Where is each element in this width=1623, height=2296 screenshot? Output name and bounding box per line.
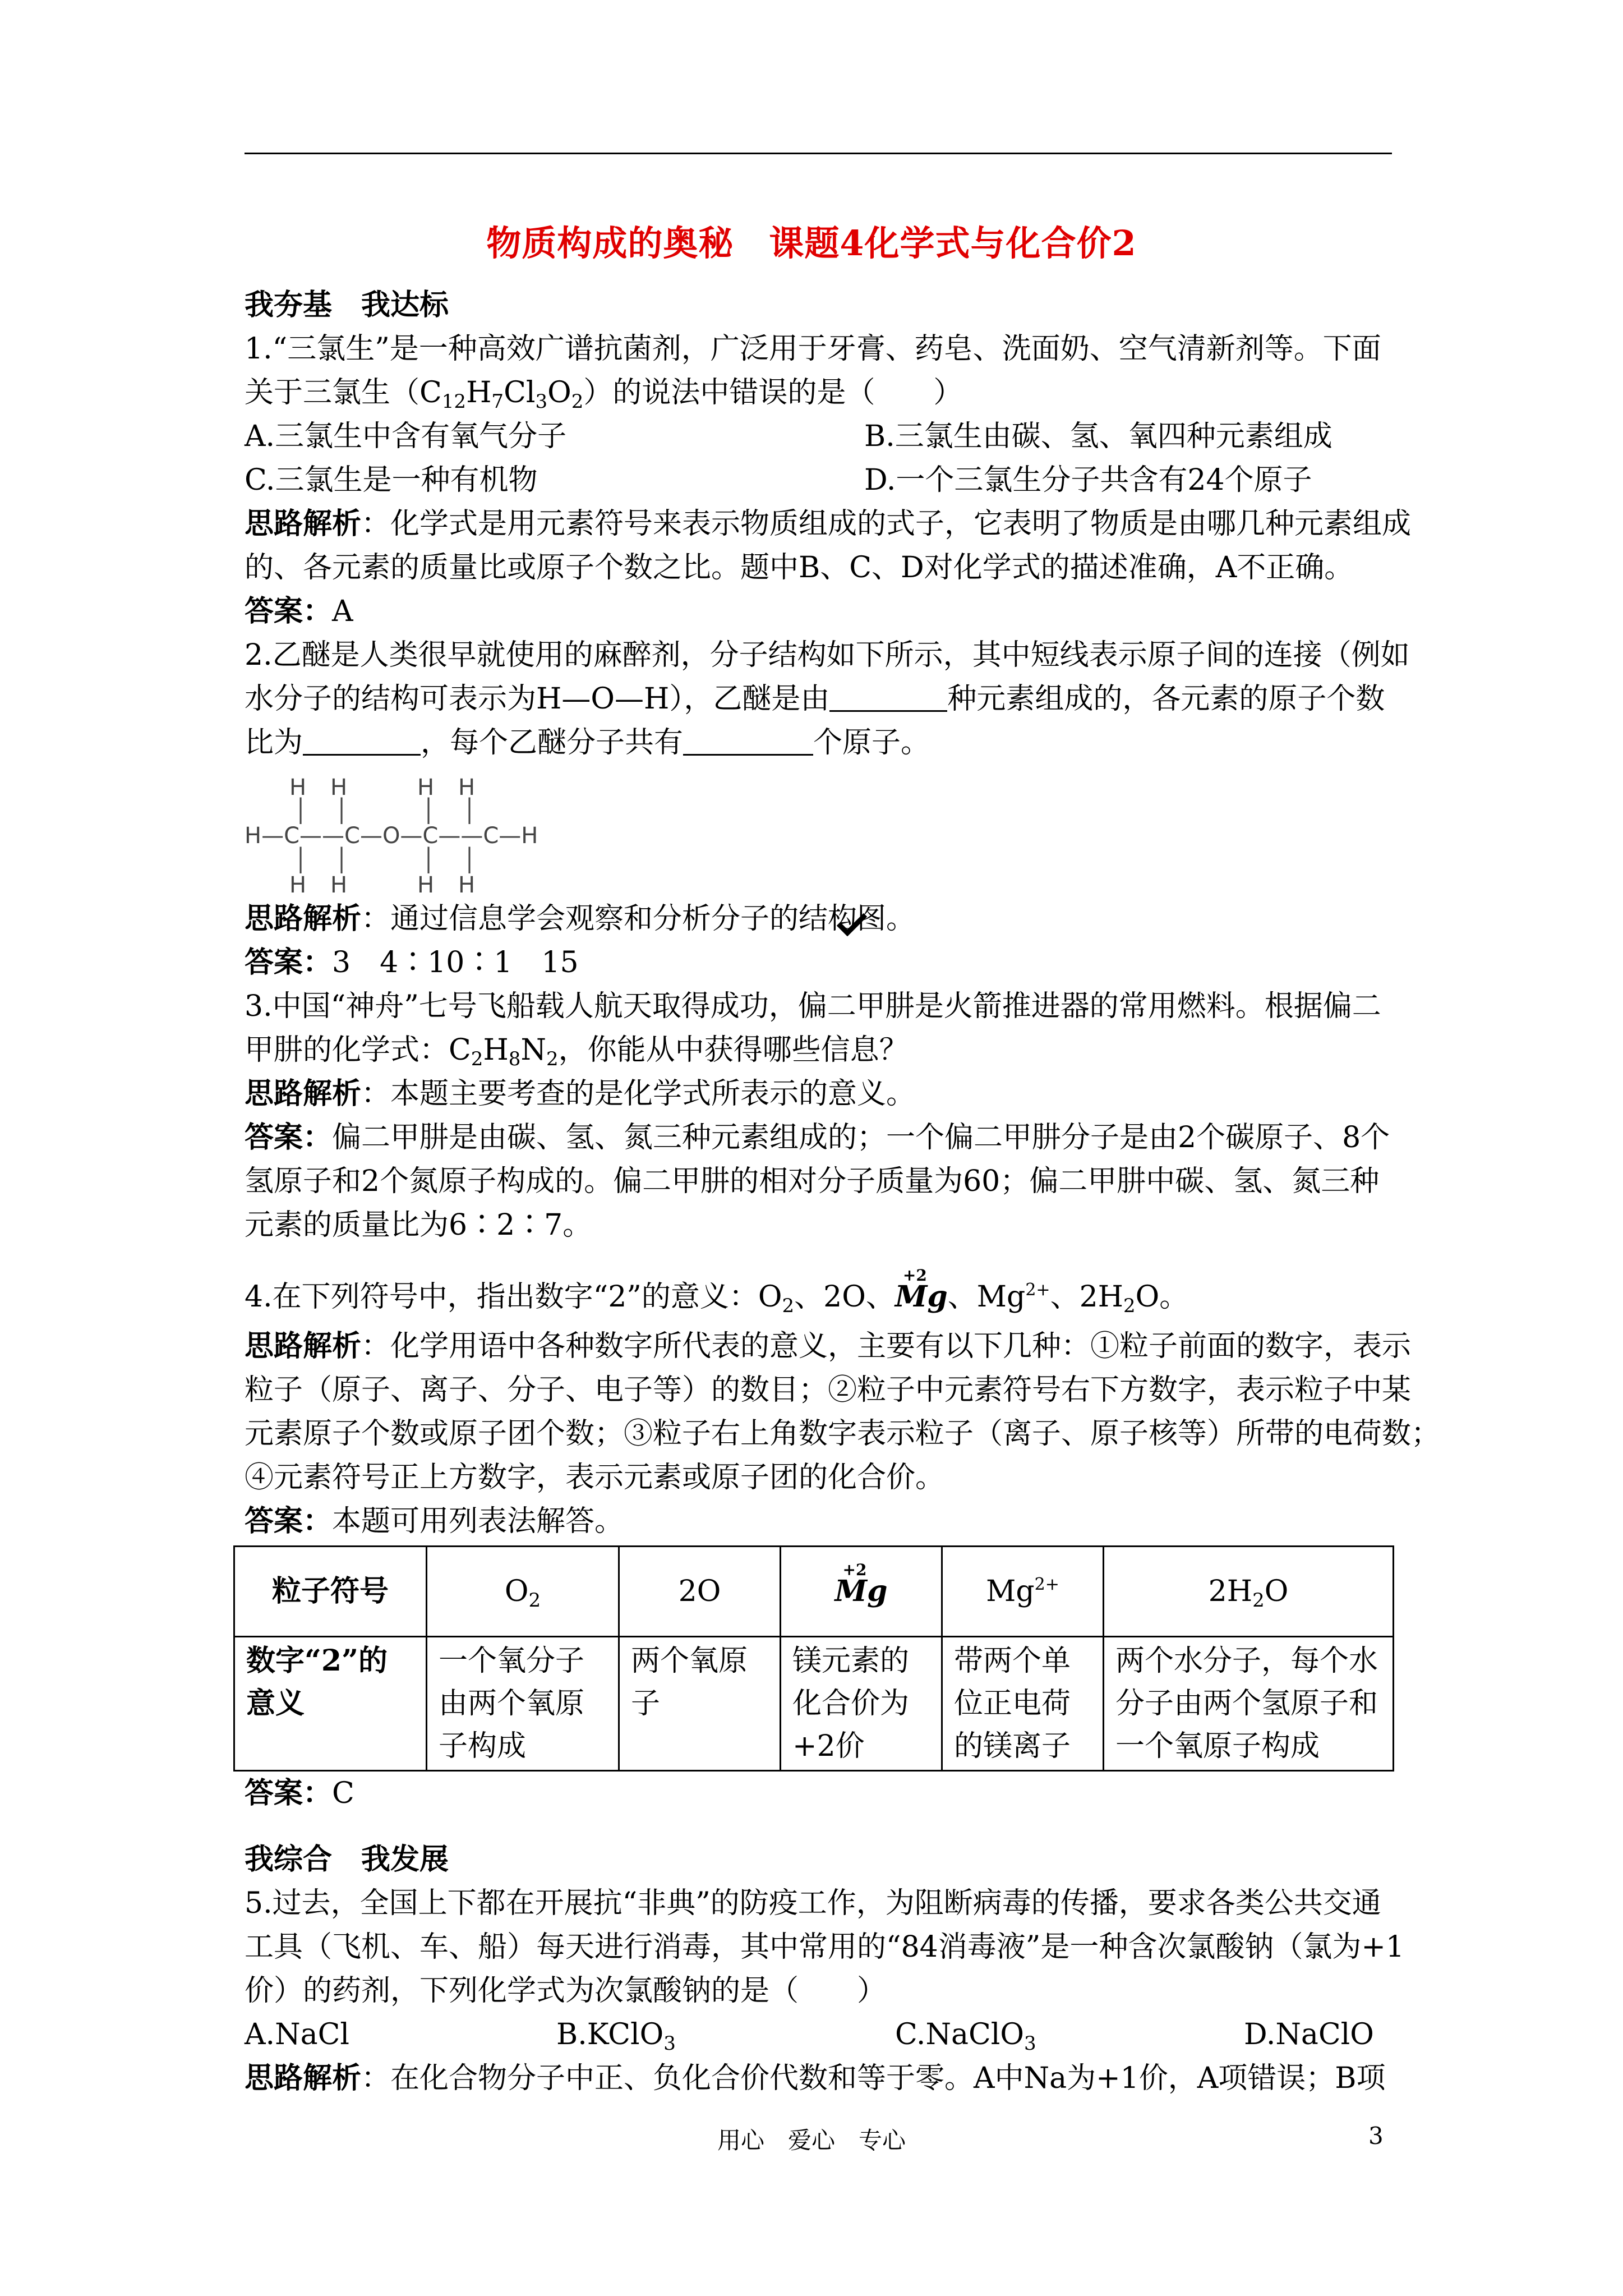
- page-number: 3: [1368, 2122, 1384, 2150]
- section-heading-2: 我综合 我发展: [245, 1842, 449, 1876]
- q4-analysis: 思路解析：化学用语中各种数字所代表的意义，主要有以下几种：①粒子前面的数字，表示: [245, 1329, 1412, 1363]
- q4-answer-table: [233, 1545, 1394, 1772]
- header-rule: [245, 153, 1392, 154]
- q1-line1: 1.“三氯生”是一种高效广谱抗菌剂，广泛用于牙膏、药皂、洗面奶、空气清新剂等。下面: [245, 332, 1381, 366]
- q1-option-c: C.三氯生是一种有机物: [245, 463, 538, 497]
- q1-line2: 关于三氯生$(C_{12}H_7Cl_3O_2)$的说法中错误的是（ ）: [245, 376, 963, 413]
- table-cell: 2O: [619, 1547, 781, 1637]
- table-cell: 带两个单位正电荷的镁离子: [942, 1637, 1104, 1771]
- q2-blank-3[interactable]: [683, 726, 813, 756]
- q3-analysis: 思路解析：本题主要考查的是化学式所表示的意义。: [245, 1076, 916, 1111]
- table-cell: $O_2$: [427, 1547, 619, 1637]
- q1-option-d: D.一个三氯生分子共含有24个原子: [864, 463, 1312, 497]
- q2-analysis: 思路解析：通过信息学会观察和分析分子的结构图。: [245, 901, 916, 936]
- q3-answer-cont1: 氢原子和2个氮原子构成的。偏二甲肼的相对分子质量为60；偏二甲肼中碳、氢、氮三种: [245, 1165, 1380, 1198]
- table-cell: $2H_2O$: [1104, 1547, 1394, 1637]
- q3-answer: 答案：偏二甲肼是由碳、氢、氮三种元素组成的；一个偏二甲肼分子是由2个碳原子、8个: [245, 1120, 1390, 1154]
- table-cell: 镁元素的化合价为+2价: [781, 1637, 942, 1771]
- table-row: [234, 1637, 1394, 1771]
- table-cell: $Mg^{2+}$: [942, 1547, 1104, 1637]
- table-header-cell: 粒子符号: [234, 1547, 427, 1637]
- q4-answer-2: 答案：C: [245, 1776, 354, 1810]
- q4-analysis-cont3: ④元素符号正上方数字，表示元素或原子团的化合价。: [245, 1461, 945, 1494]
- table-row-label: 数字“2”的意义: [234, 1637, 427, 1771]
- table-cell: 一个氧分子由两个氧原子构成: [427, 1637, 619, 1771]
- page-footer: 用心 爱心 专心: [717, 2127, 906, 2154]
- ether-structure-diagram: H H H H │ │ │ │ H—C——C—O—C——C—H │ │ │ │ H H H H: [245, 775, 538, 898]
- q4-line1: 4.在下列符号中，指出数字“2”的意义：$O_2$、2O、 +2 Mg、$Mg^{2+}$、$2H_2O$。: [245, 1269, 1394, 1324]
- q5-option-b: B.KClO$_3$: [556, 2018, 676, 2055]
- q1-answer: 答案：A: [245, 594, 353, 628]
- q3-line2: 甲肼的化学式：$C_2H_8N_2$，你能从中获得哪些信息？: [245, 1033, 909, 1070]
- q5-option-c: C.NaClO$_3$: [895, 2018, 1036, 2055]
- q1-option-a: A.三氯生中含有氧气分子: [245, 420, 567, 453]
- q5-options: [245, 2013, 1394, 2056]
- q5-analysis: 思路解析：在化合物分子中正、负化合价代数和等于零。A中Na为+1价，A项错误；B项: [245, 2061, 1386, 2095]
- q2-line3: 比为 ，每个乙醚分子共有 个原子。: [245, 726, 930, 760]
- q5-option-d: D.NaClO: [1244, 2018, 1374, 2051]
- q2-answer: 答案：3 4∶10∶1 15: [245, 945, 579, 979]
- q5-line2: 工具（飞机、车、船）每天进行消毒，其中常用的“84消毒液”是一种含次氯酸钠（氯为+1: [245, 1930, 1404, 1964]
- page-title: 物质构成的奥秘 课题4化学式与化合价2: [486, 223, 1137, 264]
- table-cell: +2 Mg: [781, 1547, 942, 1637]
- q3-answer-cont2: 元素的质量比为6∶2∶7。: [245, 1208, 592, 1242]
- q1-options-ab: [245, 415, 1394, 458]
- q2-blank-2[interactable]: [303, 726, 421, 756]
- q1-analysis-cont: 的、各元素的质量比或原子个数之比。题中B、C、D对化学式的描述准确，A不正确。: [245, 551, 1354, 585]
- q1-option-b: B.三氯生由碳、氢、氧四种元素组成: [864, 420, 1332, 453]
- q2-line2: 水分子的结构可表示为H—O—H），乙醚是由 种元素组成的，各元素的原子个数: [245, 682, 1385, 716]
- q1-analysis: 思路解析：化学式是用元素符号来表示物质组成的式子，它表明了物质是由哪几种元素组成: [245, 507, 1412, 541]
- q3-line1: 3.中国“神舟”七号飞船载人航天取得成功，偏二甲肼是火箭推进器的常用燃料。根据偏二: [245, 990, 1381, 1023]
- q1-options-cd: [245, 458, 1394, 502]
- q2-line1: 2.乙醚是人类很早就使用的麻醉剂，分子结构如下所示，其中短线表示原子间的连接（例如: [245, 638, 1410, 672]
- q4-analysis-cont2: 元素原子个数或原子团个数；③粒子右上角数字表示粒子（离子、原子核等）所带的电荷数；: [245, 1417, 1441, 1451]
- table-cell: 两个水分子，每个水分子由两个氢原子和一个氧原子构成: [1104, 1637, 1394, 1771]
- section-heading: 我夯基 我达标: [245, 288, 449, 322]
- mg-valence-symbol: +2 Mg: [895, 1266, 948, 1314]
- q5-line1: 5.过去，全国上下都在开展抗“非典”的防疫工作，为阻断病毒的传播，要求各类公共交通: [245, 1887, 1381, 1920]
- table-cell: 两个氧原子: [619, 1637, 781, 1771]
- q5-line3: 价）的药剂，下列化学式为次氯酸钠的是（ ）: [245, 1974, 887, 2008]
- checkmark-icon: [836, 912, 868, 936]
- document-body: [245, 283, 1441, 2100]
- q4-answer: 答案：本题可用列表法解答。: [245, 1504, 624, 1538]
- q2-blank-1[interactable]: [829, 682, 947, 712]
- q4-analysis-cont1: 粒子（原子、离子、分子、电子等）的数目；②粒子中元素符号右下方数字，表示粒子中某: [245, 1373, 1412, 1407]
- table-row: [234, 1547, 1394, 1637]
- q5-option-a: A.NaCl: [245, 2018, 350, 2051]
